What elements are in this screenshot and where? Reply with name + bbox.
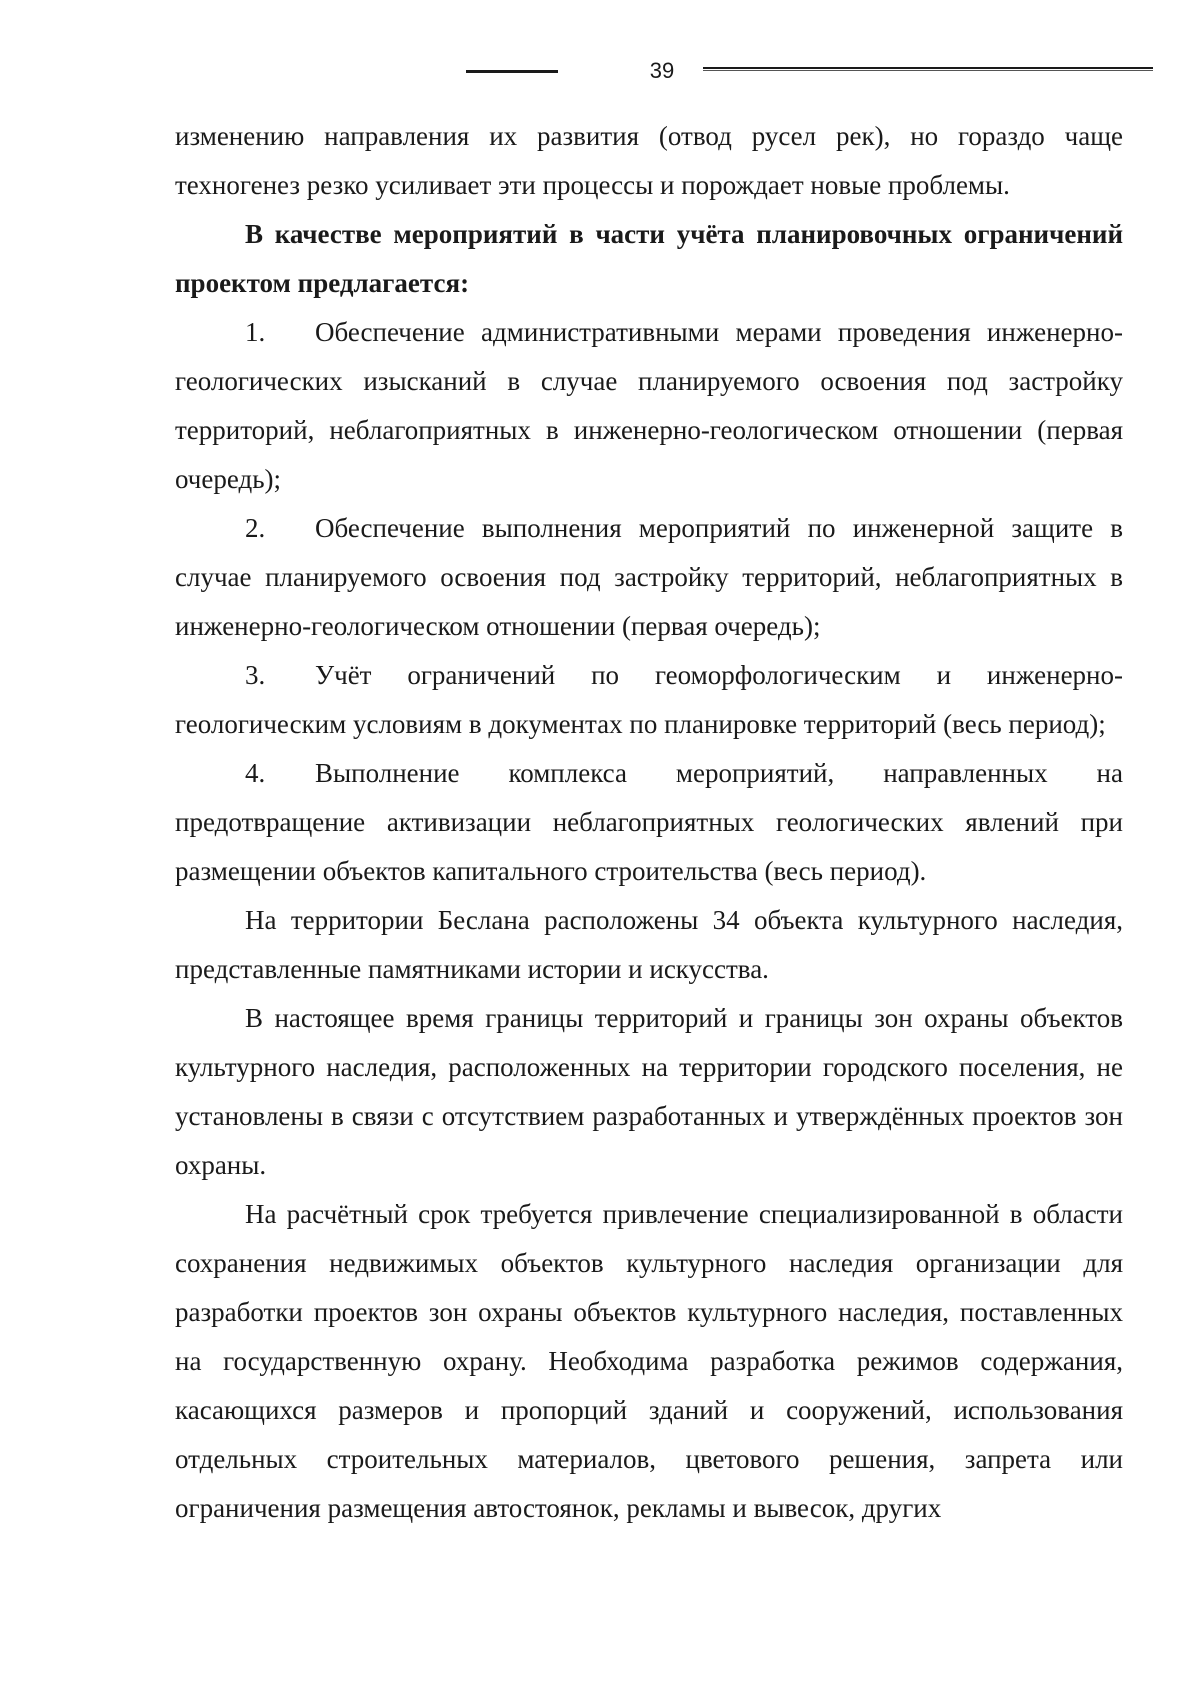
list-item-number: 3. [245,660,266,690]
list-item-4 [175,749,1123,896]
list-item-1 [175,308,1123,504]
list-item-number: 2. [245,513,266,543]
list-item-3 [175,651,1123,749]
section-heading: В качестве мероприятий в части учёта планировочных ограничений проектом предлагается: [175,219,1123,298]
list-item-2 [175,504,1123,651]
page-number: 39 [649,58,675,83]
list-item-text: Обеспечение выполнения мероприятий по инженерной защите в случае планируемого освоения под застройку территорий, неблагоприятных в инженерно-геологическом отношении (первая очередь); [175,513,1123,641]
paragraph-continuation: изменению направления их развития (отвод русел рек), но гораздо чаще техногенез резко усиливает эти процессы и порождает новые проблемы. [175,121,1123,200]
list-item-text: Обеспечение административными мерами проведения инженерно-геологических изысканий в случае планируемого освоения под застройку территорий, неблагоприятных в инженерно-геологическом отношении (первая очередь); [175,317,1123,494]
page-header [0,56,1200,86]
paragraph-planning-requirements: На расчётный срок требуется привлечение специализированной в области сохранения недвижимых объектов культурного наследия организации для разработки проектов зон охраны объектов культурного наследия, поставленных на государственную охрану. Необходима разработка режимов содержания, касающихся размеров и пропорций зданий и сооружений, использования отдельных строительных материалов, цветового решения, запрета или ограничения размещения автостоянок, рекламы и вывесок, других [175,1199,1123,1523]
list-item-text: Выполнение комплекса мероприятий, направленных на предотвращение активизации неблагоприятных геологических явлений при размещении объектов капитального строительства (весь период). [175,758,1123,886]
header-rule-right [703,67,1153,71]
paragraph-heritage-objects: На территории Беслана расположены 34 объекта культурного наследия, представленные памятниками истории и искусства. [175,905,1123,984]
list-item-number: 4. [245,758,266,788]
paragraph-protection-zones: В настоящее время границы территорий и границы зон охраны объектов культурного наследия, расположенных на территории городского поселения, не установлены в связи с отсутствием разработанных и утверждённых проектов зон охраны. [175,1003,1123,1180]
list-item-number: 1. [245,317,266,347]
header-rule-left [466,70,558,73]
list-item-text: Учёт ограничений по геоморфологическим и инженерно-геологическим условиям в документах по планировке территорий (весь период); [175,660,1123,739]
document-body [175,112,1123,1533]
